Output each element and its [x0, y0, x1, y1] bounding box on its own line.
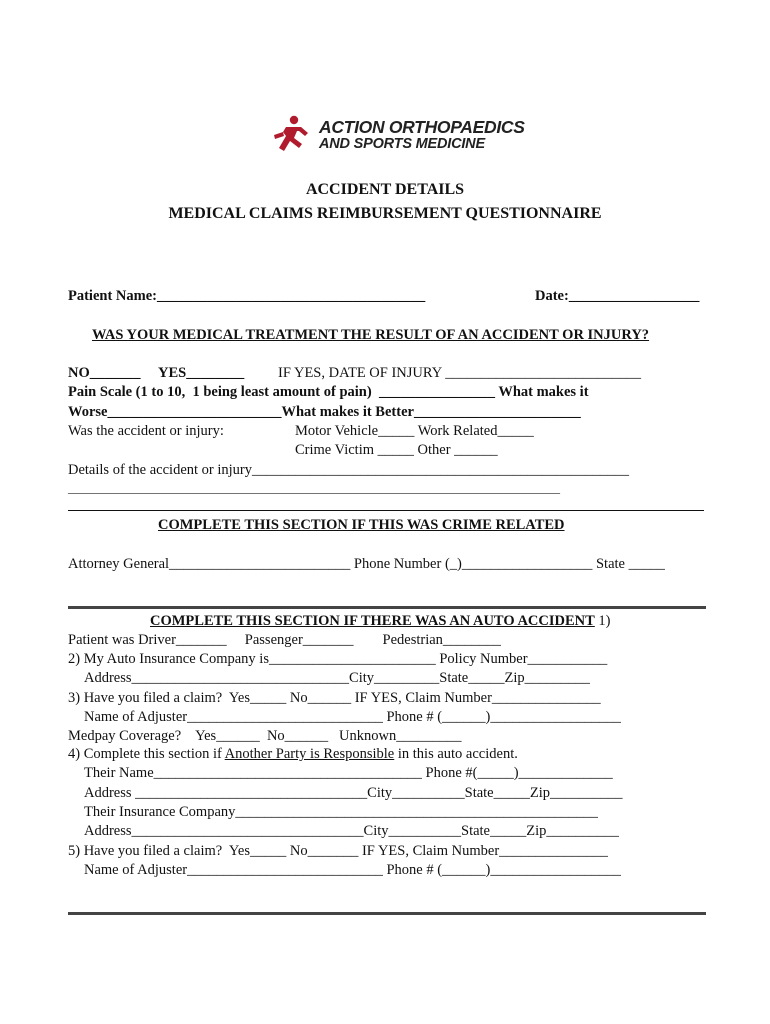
- adjuster-row[interactable]: Name of Adjuster___________________________ Phone # (______)__________________: [84, 709, 621, 725]
- another-party-emphasis: Another Party is Responsible: [224, 746, 395, 762]
- another-party-row: [68, 746, 518, 763]
- accident-type-label: Was the accident or injury:: [68, 423, 224, 439]
- claim-filed-row-2[interactable]: 5) Have you filed a claim? Yes_____ No_______ IF YES, Claim Number_______________: [68, 843, 608, 859]
- medpay-row[interactable]: Medpay Coverage? Yes______ No______ Unknown_________: [68, 728, 462, 744]
- attorney-general-row[interactable]: Attorney General_________________________ Phone Number (_)__________________ State _____: [68, 556, 665, 572]
- date-field[interactable]: [535, 288, 699, 305]
- auto-section-heading-row: [150, 613, 611, 630]
- yes-field[interactable]: YES________: [158, 365, 245, 381]
- logo-text-line1: ACTION ORTHOPAEDICS: [319, 117, 525, 137]
- section-divider-bottom: [68, 912, 706, 915]
- date-blank[interactable]: __________________: [568, 288, 700, 304]
- date-label: Date:: [535, 288, 569, 304]
- auto-section-heading: COMPLETE THIS SECTION IF THERE WAS AN AUTO ACCIDENT: [150, 613, 595, 629]
- their-insurance-address-row[interactable]: Address________________________________City__________State_____Zip__________: [84, 823, 619, 839]
- no-field[interactable]: NO_______: [68, 365, 141, 381]
- their-insurance-row[interactable]: Their Insurance Company__________________________________________________: [84, 804, 598, 820]
- section-divider: [68, 510, 704, 511]
- treatment-question: WAS YOUR MEDICAL TREATMENT THE RESULT OF AN ACCIDENT OR INJURY?: [92, 327, 650, 343]
- runner-logo-icon: [272, 114, 316, 158]
- another-party-post: in this auto accident.: [394, 746, 518, 762]
- another-party-pre: 4) Complete this section if: [68, 746, 225, 762]
- page-subtitle: MEDICAL CLAIMS REIMBURSEMENT QUESTIONNAIRE: [168, 205, 602, 222]
- crime-other-options[interactable]: Crime Victim _____ Other ______: [295, 442, 498, 458]
- section-divider-thick: [68, 606, 706, 609]
- patient-name-blank[interactable]: _____________________________________: [156, 288, 426, 304]
- details-field-line2[interactable]: __________________________________________________________________________________: [68, 481, 560, 495]
- details-field[interactable]: Details of the accident or injury____________________________________________________: [68, 462, 630, 478]
- injury-date-field[interactable]: IF YES, DATE OF INJURY ___________________________: [278, 365, 642, 381]
- auto-section-number: 1): [594, 613, 611, 629]
- clinic-logo: [272, 114, 525, 160]
- claim-filed-row[interactable]: 3) Have you filed a claim? Yes_____ No______ IF YES, Claim Number_______________: [68, 690, 601, 706]
- worse-better-field[interactable]: Worse________________________What makes it Better_______________________: [68, 404, 581, 420]
- page-title: ACCIDENT DETAILS: [305, 181, 465, 198]
- their-address-row[interactable]: Address ________________________________City__________State_____Zip__________: [84, 785, 623, 801]
- driver-passenger-row[interactable]: Patient was Driver_______ Passenger_______ Pedestrian________: [68, 632, 501, 648]
- motor-work-options[interactable]: Motor Vehicle_____ Work Related_____: [295, 423, 534, 439]
- patient-name-label: Patient Name:: [68, 288, 157, 304]
- auto-address-row[interactable]: Address______________________________City_________State_____Zip_________: [84, 670, 590, 686]
- adjuster-row-2[interactable]: Name of Adjuster___________________________ Phone # (______)__________________: [84, 862, 621, 878]
- pain-scale-field[interactable]: Pain Scale (1 to 10, 1 being least amount of pain) ________________ What makes it: [68, 384, 589, 400]
- logo-text-line2: AND SPORTS MEDICINE: [319, 136, 485, 152]
- patient-name-field[interactable]: [68, 288, 425, 305]
- their-name-row[interactable]: Their Name_____________________________________ Phone #(_____)_____________: [84, 765, 613, 781]
- auto-insurance-row[interactable]: 2) My Auto Insurance Company is_______________________ Policy Number___________: [68, 651, 608, 667]
- crime-section-heading: COMPLETE THIS SECTION IF THIS WAS CRIME RELATED: [158, 517, 565, 533]
